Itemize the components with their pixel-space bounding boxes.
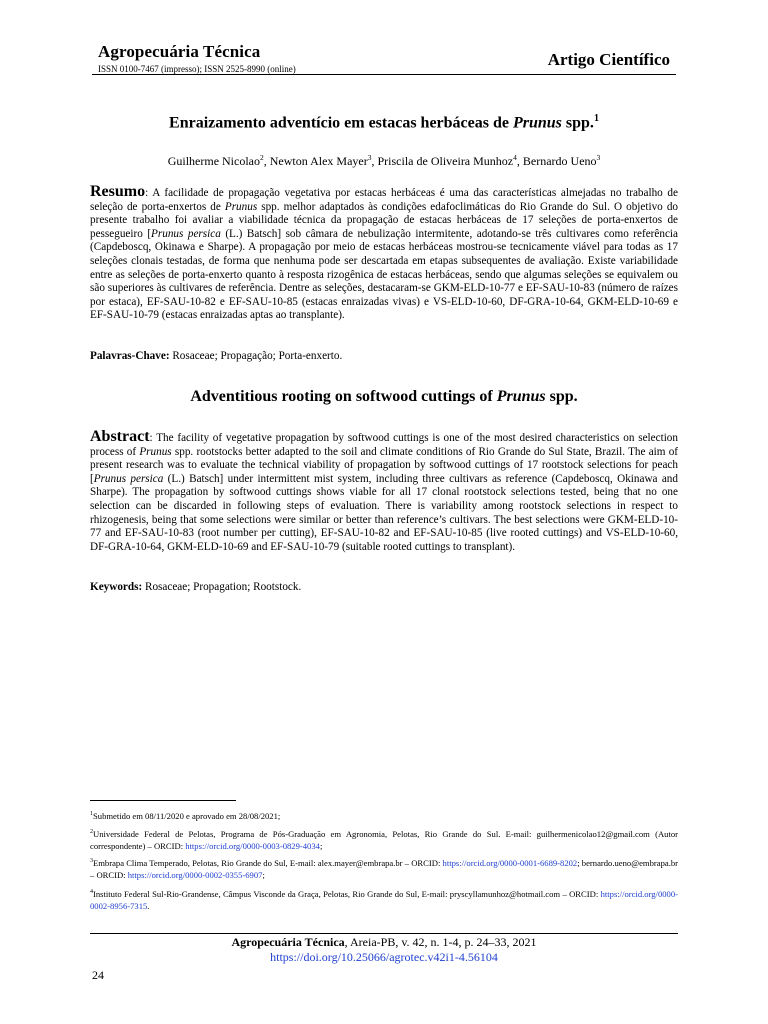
footer-rule	[90, 933, 678, 934]
title-english: Adventitious rooting on softwood cuttings of Prunus spp.	[190, 388, 578, 405]
footnote-1: $^1$Submetido em 08/11/2020 e aprovado em 28/08/2021;	[90, 810, 281, 821]
keywords-label: Palavras-Chave:	[90, 350, 170, 362]
orcid-link[interactable]: https://orcid.org/0000-0003-0829-4034	[185, 841, 320, 852]
abstract-portuguese: Resumo: A facilidade de propagação vegetativa por estacas herbáceas é uma das características almejadas no trabalho de seleção de porta-enxertos de Prunus spp. melhor adaptados às condições edafoclimáticas do Rio Grande do Sul. O objetivo do presente trabalho foi avaliar a viabilidade técnica da propagação de estacas herbáceas de 17 seleções de porta-enxertos de pessegueiro [Prunus persica (L.) Batsch] sob câmara de nebulização intermitente, adotando-se três cultivares como referência (Capdeboscq, Okinawa e Sharpe). A propagação por meio de estacas herbáceas mostrou-se tecnicamente viável para todas as 17 seleções clonais testadas, de forma que nenhuma pode ser descartada em etapas subsequentes de avaliação. Existe variabilidade entre as seleções de porta-enxerto quanto à resposta rizogênica de estacas herbáceas, sendo que algumas seleções se equivalem ou são superiores às cultivares de referência. Dentre as seleções, destacaram-se GKM-ELD-10-77 e EF-SAU-10-83 (número de raízes por estaca), EF-SAU-10-82 e EF-SAU-10-85 (estacas enraizadas vivas) e VS-ELD-10-60, DF-GRA-10-64, GKM-ELD-10-69 e EF-SAU-10-79 (estacas enraizadas aptas ao transplante).	[90, 183, 679, 322]
footnote-rule	[90, 800, 236, 801]
journal-name: Agropecuária Técnica	[98, 42, 261, 61]
footnote-4: $^4$Instituto Federal Sul-Rio-Grandense, Câmpus Visconde da Graça, Pelotas, Rio Grande do Sul, E-mail: pryscyllamunhoz@hotmail.com – ORCID: https://orcid.org/0000-0002-8956-7315.	[90, 888, 678, 912]
orcid-link[interactable]: https://orcid.org/0000-0002-8956-7315	[90, 888, 678, 912]
abstract-english: Abstract: The facility of vegetative propagation by softwood cuttings is one of the most desired characteristics on selection process of Prunus spp. rootstocks better adapted to the soil and climate conditions of Rio Grande do Sul State, Brazil. The aim of present research was to evaluate the technical viability of propagation by softwood cuttings of 17 rootstock selections for peach [Prunus persica (L.) Batsch] under intermittent mist system, including three cultivars as reference (Capdeboscq, Okinawa and Sharpe). The propagation by softwood cuttings shows viable for all 17 clonal rootstock selections tested, being that no one selection can be discarded in following steps of evaluation. There is variability among rootstock selections in respect to rhizogenesis, being that some selections were similar or better than reference’s cultivars. The best selections were GKM-ELD-10-77 and EF-SAU-10-83 (root number per cutting), EF-SAU-10-82 and EF-SAU-10-85 (live rooted cuttings) and VS-ELD-10-60, DF-GRA-10-64, GKM-ELD-10-69 and EF-SAU-10-79 (suitable rooted cuttings to transplant).	[90, 428, 679, 553]
journal-header	[92, 40, 676, 76]
abstract-label: Resumo	[90, 183, 146, 200]
author-name: Priscila de Oliveira Munhoz	[377, 154, 514, 168]
orcid-link[interactable]: https://orcid.org/0000-0001-6689-8202	[442, 857, 578, 868]
doi-link[interactable]: https://doi.org/10.25066/agrotec.v42i1-4.56104	[270, 950, 498, 964]
author-name: Guilherme Nicolao	[167, 154, 261, 168]
author-name: Bernardo Ueno	[522, 154, 597, 168]
footer-journal: Agropecuária Técnica	[231, 935, 345, 949]
footer-citation: Agropecuária Técnica, Areia-PB, v. 42, n. 1-4, p. 24–33, 2021 https://doi.org/10.25066/agrotec.v42i1-4.56104	[90, 935, 678, 965]
footnote-2: $^2$Universidade Federal de Pelotas, Programa de Pós-Graduação em Agronomia, Pelotas, Rio Grande do Sul. E-mail: guilhermenicolao12@gmail.com (Autor correspondente) – ORCID: https://orcid.org/0000-0003-0829-4034;	[90, 828, 678, 852]
author-list: Guilherme Nicolao$^2$, Newton Alex Mayer$^3$, Priscila de Oliveira Munhoz$^4$, Bernardo Ueno$^3$	[167, 153, 601, 168]
abstract-label: Abstract	[90, 428, 150, 445]
keywords-english: Keywords: Rosaceae; Propagation; Rootstock.	[90, 581, 302, 593]
header-rule	[92, 74, 676, 75]
footnote-3: $^3$Embrapa Clima Temperado, Pelotas, Rio Grande do Sul, E-mail: alex.mayer@embrapa.br – ORCID: https://orcid.org/0000-0001-6689-8202; bernardo.ueno@embrapa.br – ORCID: https://orcid.org/0000-0002-0355-6907;	[90, 857, 678, 881]
page-number: 24	[92, 968, 104, 982]
article-type: Artigo Científico	[547, 50, 670, 69]
title-portuguese: Enraizamento adventício em estacas herbáceas de Prunus spp.$^1$	[169, 113, 599, 132]
keywords-label: Keywords:	[90, 581, 143, 593]
author-name: Newton Alex Mayer	[269, 154, 368, 168]
keywords-portuguese: Palavras-Chave: Rosaceae; Propagação; Porta-enxerto.	[90, 350, 343, 362]
orcid-link[interactable]: https://orcid.org/0000-0002-0355-6907	[127, 870, 263, 881]
issn-line: ISSN 0100-7467 (impresso); ISSN 2525-8990 (online)	[98, 64, 296, 74]
